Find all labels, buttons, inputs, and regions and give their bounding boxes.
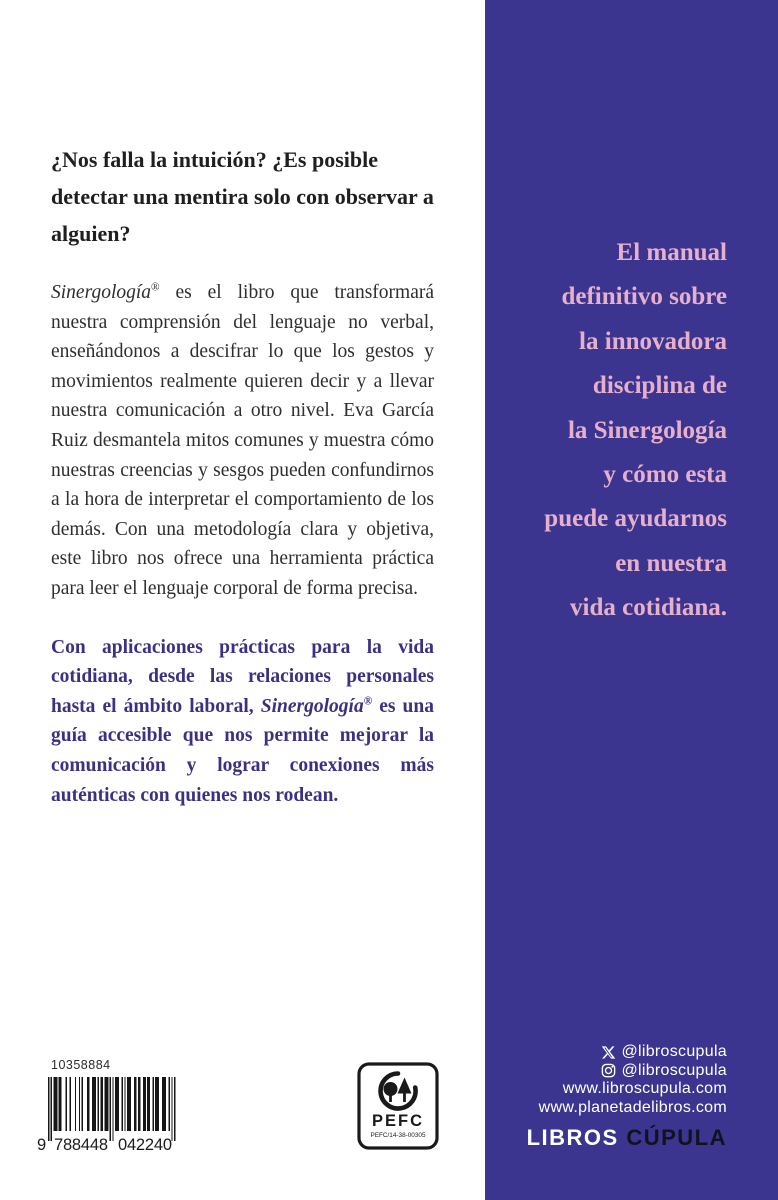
description-paragraph: Sinergología® es el libro que transformará nuestra comprensión del lenguaje no verbal, enseñándonos a descifrar lo que los gestos y movimientos realmente quieren decir y a llevar nuestra comunicación a otro nivel. Eva García Ruiz desmantela mitos comunes y muestra cómo nuestras creencias y sesgos pueden confundirnos a la hora de interpretar el comportamiento de los demás. Con una metodología clara y objetiva, este libro nos ofrece una herramienta práctica para leer el lenguaje corporal de forma precisa. xyxy=(51,281,434,599)
publisher-word-cupula: CÚPULA xyxy=(626,1125,727,1151)
ean-group1: 788448 xyxy=(54,1136,108,1153)
x-handle-row xyxy=(527,1043,727,1062)
panel-tagline: El manual definitivo sobre la innovadora disciplina de la Sinergología y cómo esta puede ayudarnos en nuestra vida cotidiana. xyxy=(544,239,727,622)
ean-barcode-icon xyxy=(33,1077,185,1153)
back-cover-copy xyxy=(51,141,434,810)
ean-group2: 042240 xyxy=(118,1136,172,1153)
publisher-contact-block xyxy=(527,1043,727,1151)
instagram-handle-row xyxy=(527,1062,727,1081)
planetadelibros-url: www.planetadelibros.com xyxy=(538,1098,727,1116)
publisher-logo xyxy=(527,1125,727,1151)
publisher-word-libros: LIBROS xyxy=(526,1125,619,1151)
pefc-logo xyxy=(357,1062,439,1155)
x-twitter-icon xyxy=(601,1045,616,1060)
x-handle: @libroscupula xyxy=(621,1043,727,1060)
cupula-url: www.libroscupula.com xyxy=(562,1080,727,1098)
product-code: 10358884 xyxy=(51,1058,111,1072)
applications-paragraph: Con aplicaciones prácticas para la vida cotidiana, desde las relaciones personales hasta el ámbito laboral, Sinergología® es una guía accesible que nos permite mejorar la comunicación y lograr conexiones más auténticas con quienes nos rodean. xyxy=(51,636,434,806)
pefc-cert-number: PEFC/14-38-00305 xyxy=(370,1132,426,1139)
instagram-handle: @libroscupula xyxy=(621,1061,727,1079)
headline: ¿Nos falla la intuición? ¿Es posible detectar una mentira solo con observar a alguien? xyxy=(51,147,434,246)
ean-prefix-digit: 9 xyxy=(37,1136,47,1153)
barcode-block xyxy=(33,1058,185,1158)
pefc-name: PEFC xyxy=(371,1112,425,1130)
instagram-icon xyxy=(601,1063,616,1078)
